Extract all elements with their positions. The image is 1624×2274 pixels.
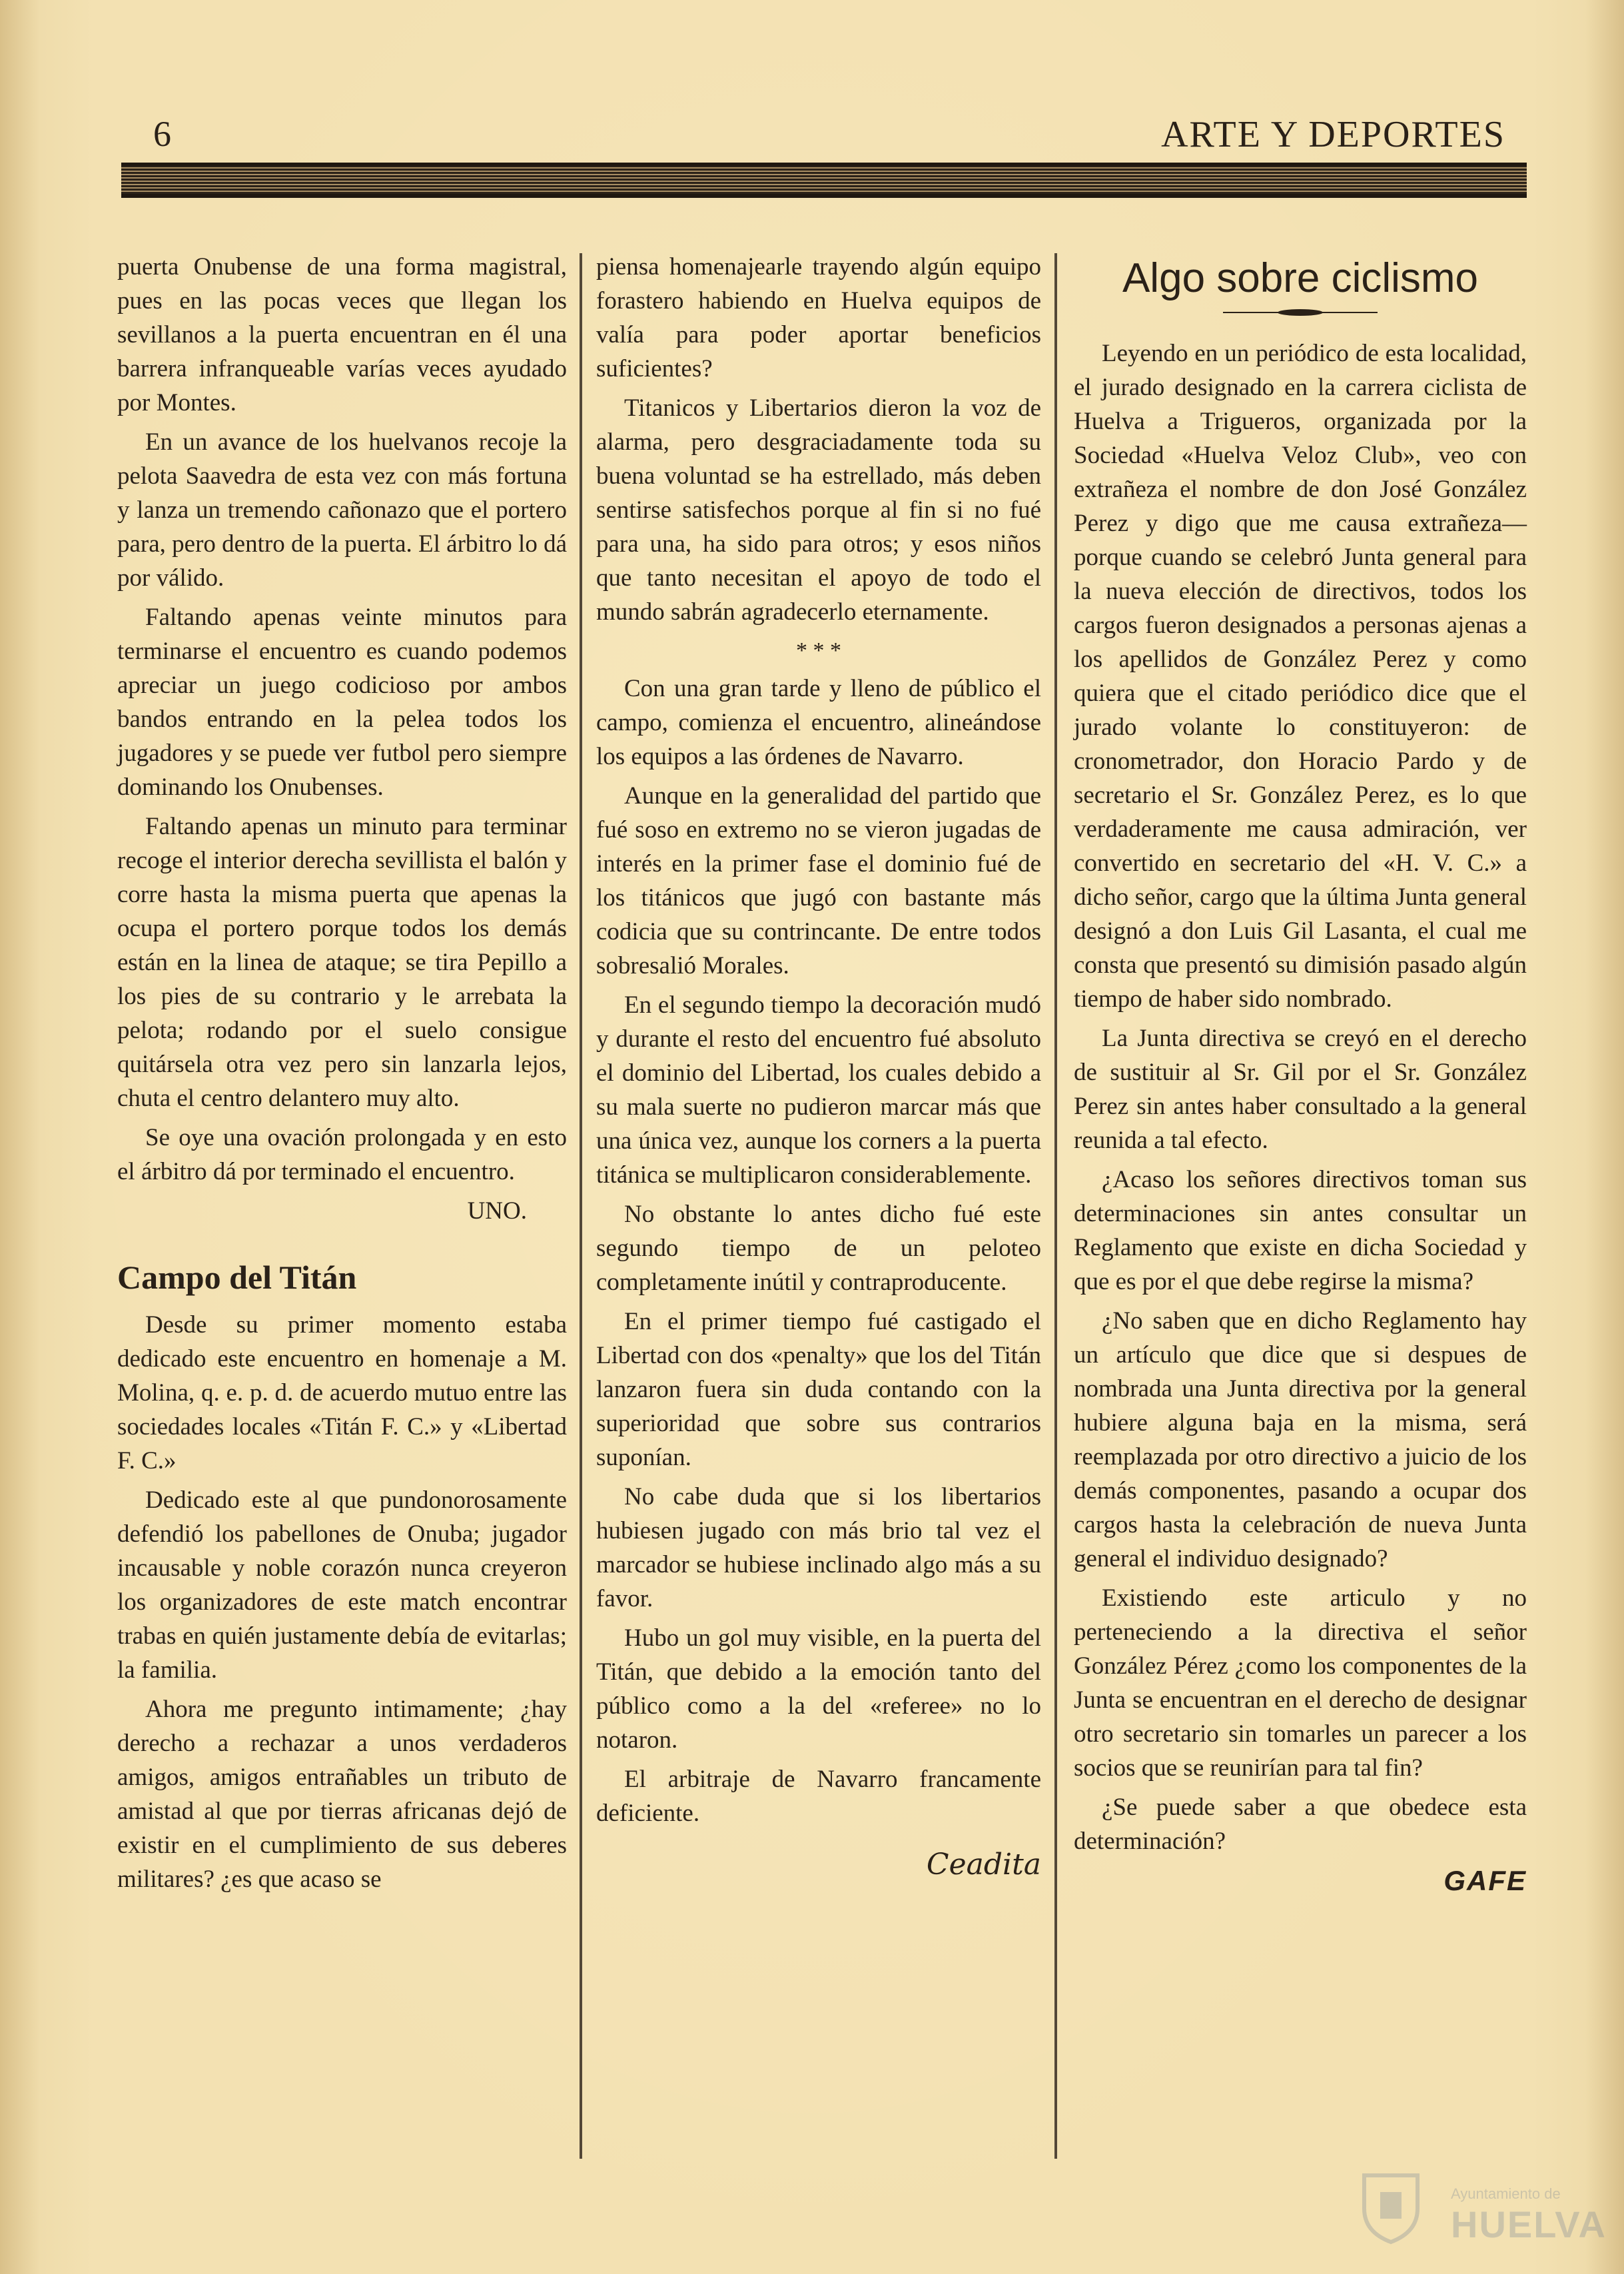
- paragraph: Leyendo en un periódico de esta localidad, el jurado designado en la carrera ciclista de Huelva a Trigueros, organizada por la Sociedad «Huelva Veloz Club», veo con extrañeza el nombre de don José González Perez y digo que me causa extrañeza—porque cuando se celebró Junta general para la nueva elección de directivos, todos los cargos fueron designados a personas ajenas a los apellidos de González Perez y como quiera que el citado periódico dice que el jurado volante lo constituyeron: de cronometrador, don Horacio Pardo y de secretario el Sr. González Perez, es lo que verdaderamente me causa admiración, ver convertido en secretario del «H. V. C.» a dicho señor, cargo que la última Junta general designó a don Luis Gil Lasanta, el cual me consta que presentó su dimisión pasado algún tiempo de haber sido nombrado.: [1074, 340, 1527, 1013]
- paragraph: La Junta directiva se creyó en el derecho de sustituir al Sr. Gil por el Sr. González Perez sin antes haber consultado a la general reunida a tal efecto.: [1074, 1025, 1527, 1154]
- paragraph: En un avance de los huelvanos recoje la pelota Saavedra de esta vez con más fortuna y lanza un tremendo cañonazo que el portero para, pero dentro de la puerta. El árbitro lo dá por válido.: [117, 428, 567, 592]
- paragraph: Faltando apenas un minuto para terminar recoge el interior derecha sevillista el balón y corre hasta la misma puerta que apenas la ocupa el portero porque todos los demás están en la linea de ataque; se tira Pepillo a los pies de su contrario y le arrebata la pelota; rodando por el suelo consigue quitársela otra vez pero sin lanzarla lejos, chuta el centro delantero muy alto.: [117, 813, 567, 1112]
- paragraph: ¿Se puede saber a que obedece esta determinación?: [1074, 1794, 1527, 1855]
- paragraph: El arbitraje de Navarro francamente deficiente.: [596, 1766, 1041, 1827]
- paragraph: Aunque en la generalidad del partido que fué soso en extremo no se vieron jugadas de interés en la primer fase el dominio fué de los titánicos que jugó con bastante más codicia que su contrincante. De entre todos sobresalió Morales.: [596, 782, 1041, 979]
- page-number: 6: [153, 114, 171, 154]
- paragraph: Faltando apenas veinte minutos para terminarse el encuentro es cuando podemos apreciar un juego codicioso por ambos bandos entrando en la pelea todos los jugadores y se puede ver futbol pero siempre dominando los Onubenses.: [117, 604, 567, 801]
- page-header: [121, 113, 1527, 160]
- paragraph: Ahora me pregunto intimamente; ¿hay derecho a rechazar a unos verdaderos amigos, amigos entrañables un tributo de amistad al que por tierras africanas dejó de existir en el cumplimiento de sus deberes militares? ¿es que acaso se: [117, 1696, 567, 1893]
- publication-title: ARTE Y DEPORTES: [1161, 114, 1505, 155]
- paragraph: puerta Onubense de una forma magistral, pues en las pocas veces que llegan los sevillanos a la puerta encuentran en él una barrera infranqueable varías veces ayudado por Montes.: [117, 253, 567, 416]
- paragraph: Se oye una ovación prolongada y en esto el árbitro dá por terminado el encuentro.: [117, 1124, 567, 1185]
- paragraph: En el primer tiempo fué castigado el Libertad con dos «penalty» que los del Titán lanzaron fuera sin duda contando con la superioridad que sobre sus contrarios suponían.: [596, 1308, 1041, 1471]
- archive-watermark: [1351, 2165, 1607, 2245]
- paragraph: Desde su primer momento estaba dedicado este encuentro en homenaje a M. Molina, q. e. p. d. de acuerdo mutuo entre las sociedades locales «Titán F. C.» y «Libertad F. C.»: [117, 1311, 567, 1474]
- coat-of-arms-icon: [1351, 2165, 1431, 2245]
- header-rule: [121, 163, 1527, 198]
- column-2: [596, 250, 1041, 1882]
- asterism: * * *: [796, 638, 841, 663]
- signature-gafe: GAFE: [1443, 1865, 1527, 1896]
- signature-ceadita: Ceadita: [926, 1848, 1041, 1882]
- paragraph: Titanicos y Libertarios dieron la voz de alarma, pero desgraciadamente toda su buena voluntad se ha estrellado, más deben sentirse satisfechos porque al fin si no fué para una, ha sido para otros; y esos niños que tanto necesitan el apoyo de todo el mundo sabrán agradecerlo eternamente.: [596, 394, 1041, 626]
- paragraph: En el segundo tiempo la decoración mudó y durante el resto del encuentro fué absoluto el dominio del Libertad, los cuales debido a su mala suerte no pudieron marcar más que una única vez, aunque los corners a la puerta titánica se multiplicaron considerablemente.: [596, 991, 1041, 1189]
- signature-uno: UNO.: [467, 1197, 527, 1225]
- column-divider-1: [580, 253, 582, 2159]
- paragraph: ¿Acaso los señores directivos toman sus determinaciones sin antes consultar un Reglamento que existe en dicha Sociedad y que es por el que debe regirse la misma?: [1074, 1166, 1527, 1295]
- watermark-big-text: HUELVA: [1451, 2203, 1607, 2245]
- column-1: [117, 250, 567, 1902]
- paragraph: Existiendo este articulo y no perteneciendo a la directiva el señor González Pérez ¿como los componentes de la Junta se encuentran en el derecho de designar otro secretario sin tomarles un parecer a los socios que se reunirían para tal fin?: [1074, 1584, 1527, 1782]
- paragraph: No obstante lo antes dicho fué este segundo tiempo de un peloteo completamente inútil y contraproducente.: [596, 1201, 1041, 1296]
- watermark-small-text: Ayuntamiento de: [1451, 2185, 1561, 2202]
- section-heading-campo-titan: Campo del Titán: [117, 1259, 357, 1296]
- paragraph: Hubo un gol muy visible, en la puerta del Titán, que debido a la emoción tanto del público como a la del «referee» no lo notaron.: [596, 1624, 1041, 1754]
- paragraph: Dedicado este al que pundonorosamente defendió los pabellones de Onuba; jugador incausable y noble corazón nunca creyeron los organizadores de este match encontrar trabas en quién justamente debía de evitarlas; la familia.: [117, 1486, 567, 1684]
- column-3: [1074, 250, 1527, 1898]
- ornament-divider: [1220, 306, 1380, 319]
- paragraph: No cabe duda que si los libertarios hubiesen jugado con más brio tal vez el marcador se hubiese inclinado algo más a su favor.: [596, 1483, 1041, 1612]
- paragraph: Con una gran tarde y lleno de público el campo, comienza el encuentro, alineándose los equipos a las órdenes de Navarro.: [596, 675, 1041, 770]
- column-divider-2: [1054, 253, 1057, 2159]
- paragraph: piensa homenajearle trayendo algún equipo forastero habiendo en Huelva equipos de valía para poder aportar beneficios suficientes?: [596, 253, 1041, 382]
- article-title-ciclismo: Algo sobre ciclismo: [1122, 255, 1479, 301]
- paragraph: ¿No saben que en dicho Reglamento hay un artículo que dice que si despues de nombrada una Junta directiva por la general hubiere alguna baja en la misma, será reemplazada por otro directivo a juicio de los demás componentes, pasando a ocupar dos cargos hasta la celebración de nueva Junta general el individuo designado?: [1074, 1307, 1527, 1572]
